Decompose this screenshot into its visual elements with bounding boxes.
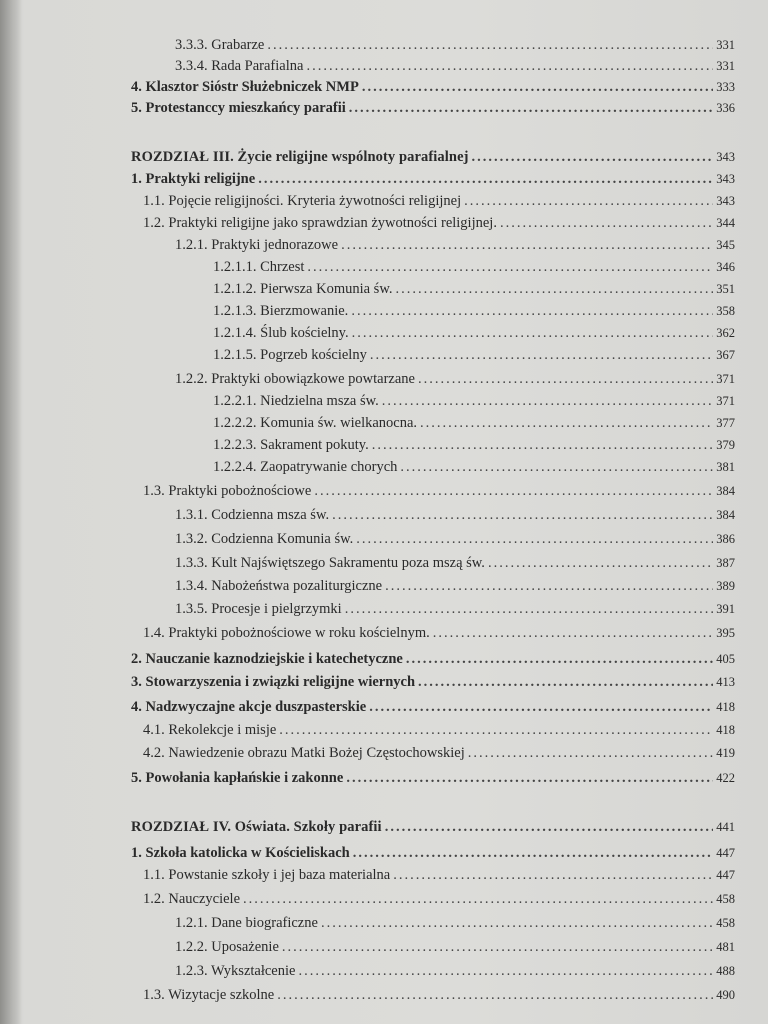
toc-page-number: 389 — [716, 579, 735, 593]
toc-leader-dots — [385, 818, 714, 836]
toc-page-number: 379 — [716, 438, 735, 452]
toc-leader-dots — [243, 890, 713, 908]
toc-entry-title: 4. Klasztor Sióstr Służebniczek NMP — [131, 79, 359, 95]
toc-entry-title: 1. Szkoła katolicka w Kościeliskach — [131, 845, 350, 861]
toc-page-number: 391 — [716, 602, 735, 616]
toc-entry — [131, 650, 735, 668]
toc-entry — [175, 938, 735, 956]
toc-leader-dots — [277, 986, 713, 1004]
toc-entry-title: 1.3.5. Procesje i pielgrzymki — [175, 601, 342, 617]
toc-page-number: 371 — [716, 372, 735, 386]
toc-entry — [131, 170, 735, 188]
toc-entry — [131, 698, 735, 716]
toc-leader-dots — [369, 698, 713, 716]
toc-entry-title: 1.2.3. Wykształcenie — [175, 963, 296, 979]
toc-entry-title: 1.2.1.2. Pierwsza Komunia św. — [213, 281, 393, 297]
toc-entry-title: 4. Nadzwyczajne akcje duszpasterskie — [131, 699, 367, 715]
toc-entry-title: ROZDZIAŁ III. Życie religijne wspólnoty parafialnej — [131, 149, 469, 165]
toc-entry-title: 5. Protestanccy mieszkańcy parafii — [131, 100, 346, 116]
toc-entry-title: 1.2.1. Dane biograficzne — [175, 915, 318, 931]
toc-entry-title: 1.2.2.3. Sakrament pokuty. — [213, 437, 369, 453]
toc-page-number: 358 — [716, 304, 735, 318]
toc-page-number: 405 — [716, 652, 735, 666]
toc-entry — [131, 769, 735, 787]
toc-page-number: 343 — [716, 172, 735, 186]
toc-entry — [213, 258, 735, 276]
toc-leader-dots — [500, 214, 713, 232]
toc-leader-dots — [258, 170, 713, 188]
toc-chapter-row — [131, 818, 735, 836]
toc-leader-dots — [346, 769, 713, 787]
toc-leader-dots — [370, 346, 713, 364]
toc-page-number: 418 — [716, 700, 735, 714]
toc-entry-title: 1.2.2.1. Niedzielna msza św. — [213, 393, 379, 409]
toc-chapter-row — [131, 148, 735, 166]
toc-entry — [175, 36, 735, 54]
toc-entry-title: 1.2.2. Uposażenie — [175, 939, 279, 955]
toc-leader-dots — [393, 866, 713, 884]
toc-page-number: 346 — [716, 260, 735, 274]
toc-page-number: 418 — [716, 723, 735, 737]
toc-leader-dots — [420, 414, 713, 432]
toc-entry-title: 1.2.1. Praktyki jednorazowe — [175, 237, 339, 253]
toc-leader-dots — [472, 148, 714, 166]
toc-leader-dots — [267, 36, 713, 54]
toc-entry — [213, 324, 735, 342]
toc-entry — [143, 624, 735, 642]
toc-page-number: 331 — [716, 38, 735, 52]
toc-page-number: 447 — [716, 868, 735, 882]
toc-page-number: 422 — [716, 771, 735, 785]
toc-entry-title: 1.3. Praktyki pobożnościowe — [143, 483, 312, 499]
toc-entry — [175, 506, 735, 524]
toc-leader-dots — [372, 436, 714, 454]
toc-page-number: 367 — [716, 348, 735, 362]
toc-entry-title: 1. Praktyki religijne — [131, 171, 256, 187]
toc-page-number: 384 — [716, 508, 735, 522]
toc-entry — [213, 302, 735, 320]
toc-entry — [131, 78, 735, 96]
toc-leader-dots — [385, 577, 713, 595]
toc-entry — [213, 392, 735, 410]
toc-entry — [175, 554, 735, 572]
toc-entry — [175, 57, 735, 75]
toc-entry — [143, 214, 735, 232]
toc-entry — [213, 346, 735, 364]
toc-entry-title: 1.2.2. Praktyki obowiązkowe powtarzane — [175, 371, 415, 387]
toc-entry — [175, 236, 735, 254]
toc-leader-dots — [341, 236, 713, 254]
toc-page-number: 419 — [716, 746, 735, 760]
toc-entry-title: 1.2. Nauczyciele — [143, 891, 241, 907]
toc-entry-title: 3.3.4. Rada Parafialna — [175, 58, 304, 74]
toc-page-number: 441 — [716, 820, 735, 834]
toc-page-number: 362 — [716, 326, 735, 340]
toc-page-number: 386 — [716, 532, 735, 546]
toc-page-number: 344 — [716, 216, 735, 230]
toc-leader-dots — [464, 192, 713, 210]
toc-leader-dots — [351, 302, 713, 320]
toc-entry-title: 1.2.2.4. Zaopatrywanie chorych — [213, 459, 398, 475]
toc-entry — [213, 280, 735, 298]
toc-page-number: 413 — [716, 675, 735, 689]
toc-entry — [131, 844, 735, 862]
toc-page-number: 488 — [716, 964, 735, 978]
toc-leader-dots — [418, 370, 713, 388]
toc-page-number: 343 — [716, 150, 735, 164]
toc-leader-dots — [488, 554, 713, 572]
toc-leader-dots — [406, 650, 713, 668]
toc-page-number: 333 — [716, 80, 735, 94]
toc-page-number: 384 — [716, 484, 735, 498]
toc-page-number: 447 — [716, 846, 735, 860]
toc-entry — [175, 914, 735, 932]
toc-leader-dots — [468, 744, 714, 762]
toc-leader-dots — [321, 914, 713, 932]
toc-leader-dots — [356, 530, 713, 548]
toc-entry — [143, 866, 735, 884]
toc-leader-dots — [282, 938, 713, 956]
toc-entry — [175, 530, 735, 548]
toc-entry-title: 4.1. Rekolekcje i misje — [143, 722, 277, 738]
toc-entry-title: 1.3.1. Codzienna msza św. — [175, 507, 330, 523]
toc-page-number: 458 — [716, 916, 735, 930]
toc-entry — [143, 986, 735, 1004]
toc-leader-dots — [382, 392, 713, 410]
toc-leader-dots — [279, 721, 713, 739]
toc-entry — [143, 890, 735, 908]
toc-page-number: 458 — [716, 892, 735, 906]
toc-page-number: 343 — [716, 194, 735, 208]
toc-page-number: 351 — [716, 282, 735, 296]
toc-entry-title: 1.4. Praktyki pobożnościowe w roku kościelnym. — [143, 625, 430, 641]
toc-entry — [143, 192, 735, 210]
toc-entry-title: 2. Nauczanie kaznodziejskie i katechetyczne — [131, 651, 403, 667]
toc-leader-dots — [307, 258, 713, 276]
toc-entry-title: 3. Stowarzyszenia i związki religijne wiernych — [131, 674, 416, 690]
toc-page-number: 377 — [716, 416, 735, 430]
toc-entry — [175, 600, 735, 618]
toc-page-number: 490 — [716, 988, 735, 1002]
toc-leader-dots — [362, 78, 713, 96]
toc-leader-dots — [298, 962, 713, 980]
toc-entry — [143, 721, 735, 739]
toc-leader-dots — [400, 458, 713, 476]
toc-leader-dots — [332, 506, 713, 524]
toc-entry — [175, 577, 735, 595]
toc-page-number: 371 — [716, 394, 735, 408]
toc-entry — [213, 458, 735, 476]
toc-entry-title: 1.2.1.1. Chrzest — [213, 259, 305, 275]
toc-leader-dots — [314, 482, 713, 500]
toc-entry — [131, 673, 735, 691]
toc-entry-title: 1.2.2.2. Komunia św. wielkanocna. — [213, 415, 418, 431]
toc-entry-title: 1.2.1.4. Ślub kościelny. — [213, 325, 349, 341]
toc-entry-title: 1.1. Powstanie szkoły i jej baza materialna — [143, 867, 391, 883]
toc-entry — [175, 370, 735, 388]
toc-entry-title: 1.3.3. Kult Najświętszego Sakramentu poza mszą św. — [175, 555, 485, 571]
toc-page-number: 381 — [716, 460, 735, 474]
toc-page-number: 387 — [716, 556, 735, 570]
toc-leader-dots — [349, 99, 713, 117]
toc-page-number: 336 — [716, 101, 735, 115]
toc-leader-dots — [418, 673, 713, 691]
toc-entry-title: 1.3. Wizytacje szkolne — [143, 987, 275, 1003]
toc-entry — [131, 99, 735, 117]
toc-entry-title: 5. Powołania kapłańskie i zakonne — [131, 770, 344, 786]
toc-leader-dots — [306, 57, 713, 75]
toc-leader-dots — [433, 624, 714, 642]
toc-entry-title: 1.3.4. Nabożeństwa pozaliturgiczne — [175, 578, 383, 594]
toc-entry-title: 1.2. Praktyki religijne jako sprawdzian żywotności religijnej. — [143, 215, 497, 231]
toc-entry — [213, 414, 735, 432]
toc-entry-title: 1.3.2. Codzienna Komunia św. — [175, 531, 354, 547]
toc-page-number: 331 — [716, 59, 735, 73]
toc-page-number: 395 — [716, 626, 735, 640]
toc-entry — [175, 962, 735, 980]
toc-leader-dots — [345, 600, 714, 618]
toc-entry-title: 3.3.3. Grabarze — [175, 37, 265, 53]
toc-leader-dots — [353, 844, 714, 862]
toc-page-number: 345 — [716, 238, 735, 252]
toc-entry — [213, 436, 735, 454]
toc-leader-dots — [395, 280, 713, 298]
toc-entry — [143, 744, 735, 762]
toc-entry-title: ROZDZIAŁ IV. Oświata. Szkoły parafii — [131, 819, 382, 835]
toc-entry-title: 1.1. Pojęcie religijności. Kryteria żywotności religijnej — [143, 193, 462, 209]
toc-entry-title: 1.2.1.3. Bierzmowanie. — [213, 303, 349, 319]
toc-entry — [143, 482, 735, 500]
toc-entry-title: 1.2.1.5. Pogrzeb kościelny — [213, 347, 367, 363]
toc-page-number: 481 — [716, 940, 735, 954]
toc-leader-dots — [352, 324, 714, 342]
toc-entry-title: 4.2. Nawiedzenie obrazu Matki Bożej Częstochowskiej — [143, 745, 465, 761]
